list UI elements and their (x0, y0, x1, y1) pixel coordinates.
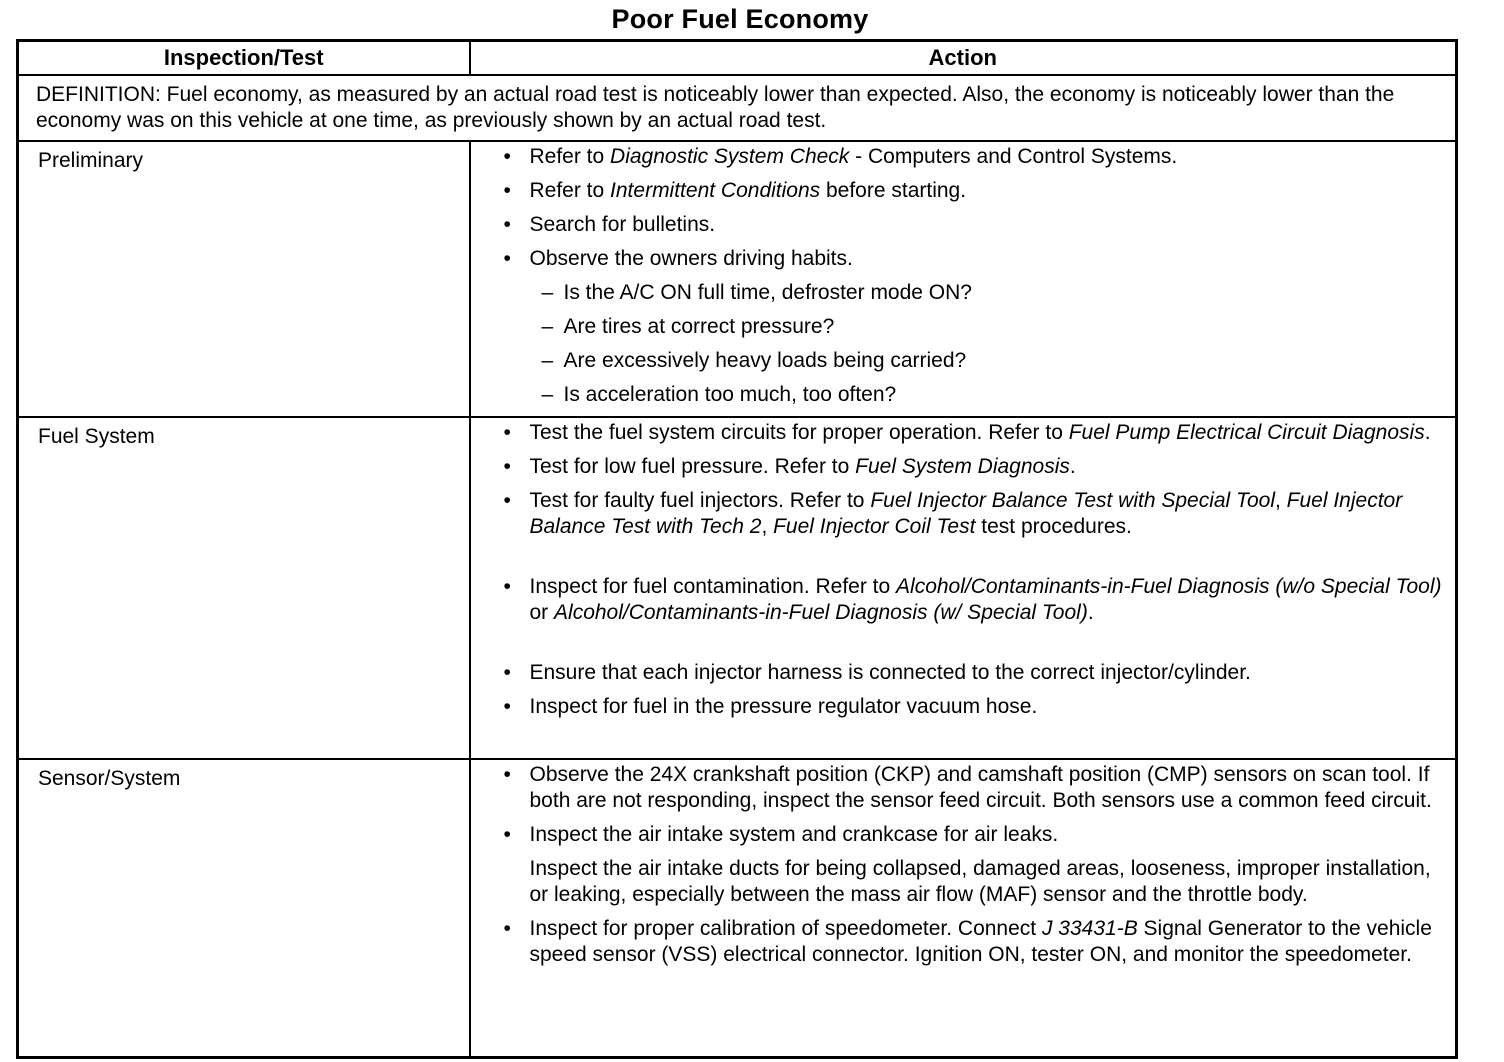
dash-icon: – (541, 281, 554, 304)
action-cell-sensor-system (470, 759, 1457, 1058)
note-text: Inspect the air intake ducts for being collapsed, damaged areas, looseness, improper installation, or leaking, especially between the mass air flow (MAF) sensor and the throttle body. (529, 857, 1431, 906)
row-label-fuel-system: Fuel System (18, 417, 470, 759)
bullet-item: • Inspect for proper calibration of speedometer. Connect J 33431-B Signal Generator to the vehicle speed sensor (VSS) electrical connector. Ignition ON, tester ON, and monitor the speedometer. (503, 917, 1432, 966)
reference-link: Fuel System Diagnosis (855, 455, 1070, 478)
definition-text: DEFINITION: Fuel economy, as measured by an actual road test is noticeably lower than expected. Also, the economy is noticeably lower than the economy was on this vehicle at one time, as previously shown by an actual road test. (18, 75, 1457, 141)
bullet-icon: • (503, 213, 511, 236)
bullet-item: • Inspect for fuel contamination. Refer to Alcohol/Contaminants-in-Fuel Diagnosis (w/o Special Tool) or Alcohol/Contaminants-in-Fuel Diagnosis (w/ Special Tool). (503, 575, 1442, 624)
reference-link: Fuel Injector Balance Test with Tech 2 (529, 489, 1403, 538)
bullet-icon: • (503, 763, 511, 786)
header-inspection-test: Inspection/Test (18, 41, 470, 76)
action-cell-preliminary (470, 141, 1457, 417)
bullet-icon: • (503, 575, 511, 598)
reference-link: Alcohol/Contaminants-in-Fuel Diagnosis (w/o Special Tool) (896, 575, 1442, 598)
row-sensor-system (18, 759, 1457, 1058)
header-row (18, 41, 1457, 76)
bullet-icon: • (503, 823, 511, 846)
dash-item: – Is acceleration too much, too often? (541, 383, 897, 406)
bullet-icon: • (503, 421, 511, 444)
reference-link: Alcohol/Contaminants-in-Fuel Diagnosis (w/ Special Tool) (554, 601, 1088, 624)
bullet-item: • Search for bulletins. (503, 213, 716, 236)
bullet-item: • Observe the 24X crankshaft position (CKP) and camshaft position (CMP) sensors on scan tool. If both are not responding, inspect the sensor feed circuit. Both sensors use a common feed circuit. (503, 763, 1432, 812)
bullet-item: • Refer to Diagnostic System Check - Computers and Control Systems. (503, 145, 1178, 168)
bullet-icon: • (503, 247, 511, 270)
bullet-item: • Refer to Intermittent Conditions before starting. (503, 179, 967, 202)
dash-item: – Are excessively heavy loads being carried? (541, 349, 967, 372)
bullet-item: • Test for faulty fuel injectors. Refer to Fuel Injector Balance Test with Special Tool, Fuel Injector Balance Test with Tech 2, Fuel Injector Coil Test test procedures. (503, 489, 1403, 538)
dash-item: – Is the A/C ON full time, defroster mode ON? (541, 281, 972, 304)
dash-icon: – (541, 383, 554, 406)
bullet-icon: • (503, 695, 511, 718)
row-label-sensor-system: Sensor/System (18, 759, 470, 1058)
header-action: Action (470, 41, 1457, 76)
action-cell-fuel-system (470, 417, 1457, 759)
reference-tool: J 33431-B (1041, 917, 1138, 940)
reference-link: Diagnostic System Check (610, 145, 850, 168)
reference-link: Intermittent Conditions (610, 179, 821, 202)
bullet-item: • Inspect the air intake system and crankcase for air leaks. (503, 823, 1059, 846)
reference-link: Fuel Pump Electrical Circuit Diagnosis (1068, 421, 1425, 444)
diagnostic-table (16, 39, 1458, 1059)
row-fuel-system (18, 417, 1457, 759)
bullet-icon: • (503, 179, 511, 202)
bullet-item: • Observe the owners driving habits. (503, 247, 853, 270)
reference-link: Fuel Injector Balance Test with Special Tool (870, 489, 1275, 512)
bullet-icon: • (503, 145, 511, 168)
row-label-preliminary: Preliminary (18, 141, 470, 417)
bullet-icon: • (503, 489, 511, 512)
dash-icon: – (541, 349, 554, 372)
reference-link: Fuel Injector Coil Test (773, 515, 976, 538)
dash-item: – Are tires at correct pressure? (541, 315, 835, 338)
row-preliminary (18, 141, 1457, 417)
dash-icon: – (541, 315, 554, 338)
bullet-icon: • (503, 661, 511, 684)
bullet-icon: • (503, 917, 511, 940)
bullet-icon: • (503, 455, 511, 478)
bullet-item: • Inspect for fuel in the pressure regulator vacuum hose. (503, 695, 1038, 718)
bullet-item: • Test for low fuel pressure. Refer to Fuel System Diagnosis. (503, 455, 1076, 478)
page-title: Poor Fuel Economy (611, 4, 869, 34)
bullet-item: • Test the fuel system circuits for proper operation. Refer to Fuel Pump Electrical Circuit Diagnosis. (503, 421, 1431, 444)
bullet-item: • Ensure that each injector harness is connected to the correct injector/cylinder. (503, 661, 1251, 684)
definition-row (18, 75, 1457, 141)
